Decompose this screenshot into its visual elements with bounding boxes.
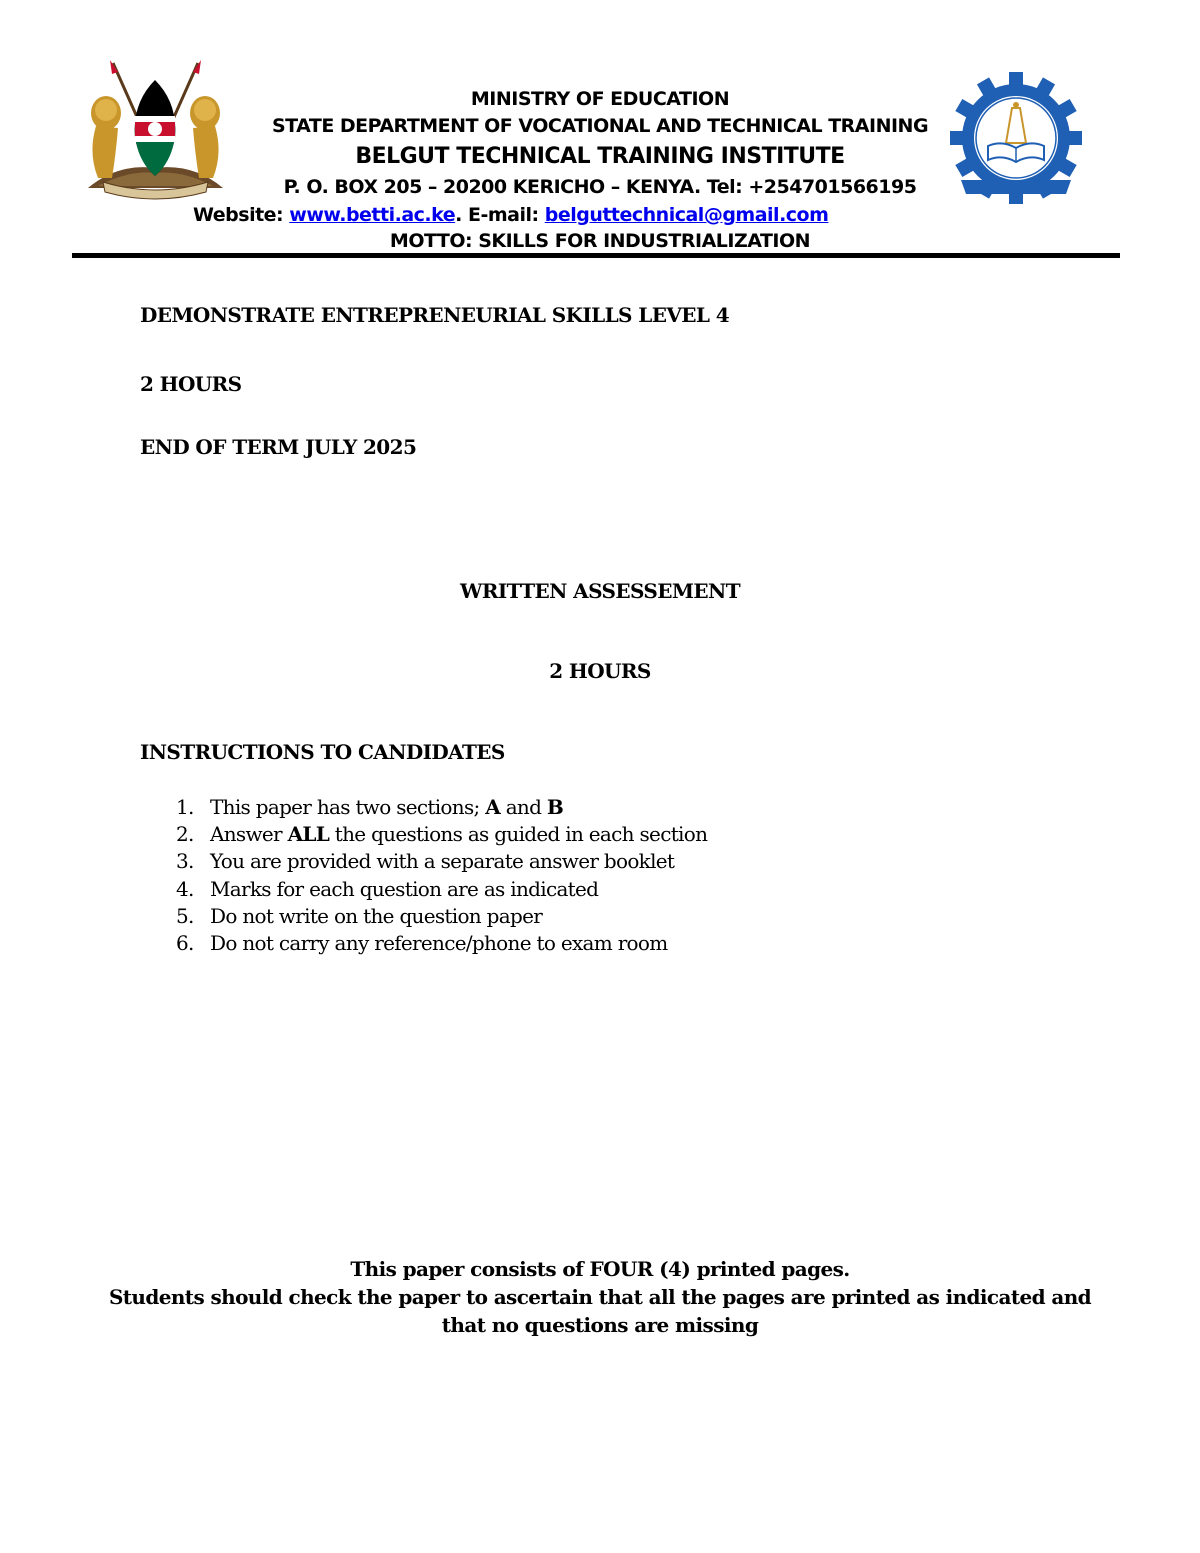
- list-item: 4. Marks for each question are as indicated: [176, 876, 599, 901]
- list-item: 3. You are provided with a separate answer booklet: [176, 849, 675, 874]
- exam-term: END OF TERM JULY 2025: [140, 435, 417, 459]
- contact-line: [180, 201, 1020, 229]
- list-item: 5. Do not write on the question paper: [176, 903, 543, 928]
- footer-line-3: that no questions are missing: [441, 1313, 759, 1337]
- motto: MOTTO: SKILLS FOR INDUSTRIALIZATION: [389, 230, 811, 252]
- exam-duration: 2 HOURS: [140, 372, 242, 396]
- course-title: DEMONSTRATE ENTREPRENEURIAL SKILLS LEVEL 4: [140, 303, 730, 327]
- footer-line-1: This paper consists of FOUR (4) printed pages.: [350, 1257, 850, 1281]
- institute-logo-icon: [945, 70, 1087, 210]
- footer-line-2: Students should check the paper to ascertain that all the pages are printed as indicated and: [108, 1285, 1092, 1309]
- letterhead-text: [180, 86, 1020, 253]
- department-name: STATE DEPARTMENT OF VOCATIONAL AND TECHNICAL TRAINING: [271, 115, 929, 137]
- email-label: . E-mail:: [455, 204, 539, 226]
- website-label: Website:: [193, 204, 284, 226]
- list-item: 1. This paper has two sections; A and B: [176, 795, 564, 819]
- list-item: 6. Do not carry any reference/phone to exam room: [176, 931, 668, 956]
- ministry-name: MINISTRY OF EDUCATION: [470, 88, 730, 110]
- list-item: 2. Answer ALL the questions as guided in each section: [176, 822, 708, 847]
- header-divider: [72, 253, 1120, 258]
- instructions-heading: INSTRUCTIONS TO CANDIDATES: [140, 740, 505, 764]
- instructions-list: [140, 794, 707, 957]
- page-count-notice: [100, 1255, 1100, 1339]
- postal-address: P. O. BOX 205 – 20200 KERICHO – KENYA. Tel: +254701566195: [283, 176, 917, 198]
- institute-name: BELGUT TECHNICAL TRAINING INSTITUTE: [355, 144, 845, 169]
- website-link[interactable]: www.betti.ac.ke: [289, 204, 456, 226]
- assessment-duration: 2 HOURS: [549, 659, 651, 683]
- email-link[interactable]: belguttechnical@gmail.com: [544, 204, 829, 226]
- assessment-type: WRITTEN ASSESSEMENT: [459, 579, 741, 603]
- letterhead: [0, 0, 1200, 262]
